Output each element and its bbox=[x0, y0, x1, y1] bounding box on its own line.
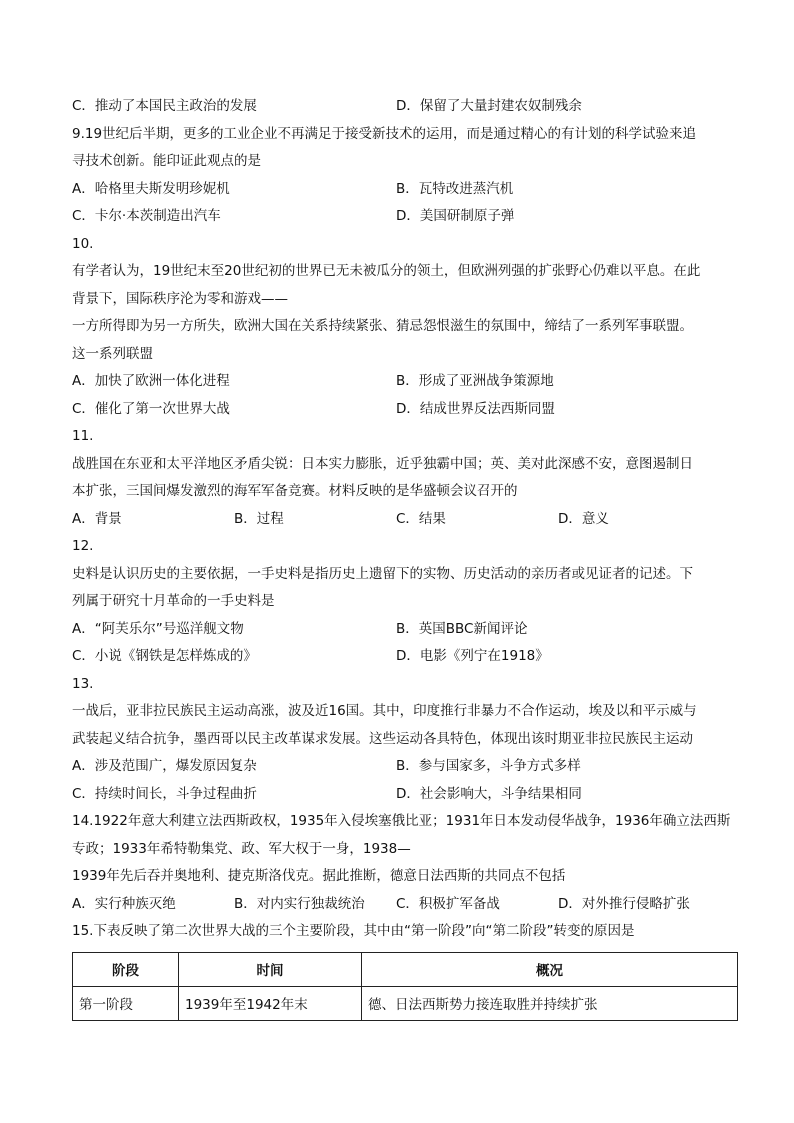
q15-stem: 15.下表反映了第二次世界大战的三个主要阶段，其中由“第一阶段”向“第二阶段”转变的原因是 bbox=[72, 923, 635, 939]
table-header-stage: 阶段 bbox=[73, 952, 179, 986]
q9-stem-line-1: 9.19世纪后半期，更多的工业企业不再满足于接受新技术的运用，而是通过精心的有计划的科学试验来追 bbox=[72, 125, 697, 142]
q9-option-c: C．卡尔·本茨制造出汽车 bbox=[72, 208, 221, 224]
exam-page bbox=[72, 93, 740, 1021]
q14-options bbox=[72, 891, 740, 919]
q10-number: 10. bbox=[72, 235, 94, 252]
q9-option-b: B．瓦特改进蒸汽机 bbox=[396, 180, 514, 197]
q12-options-ab bbox=[72, 616, 740, 644]
q11-stem-line-1: 战胜国在东亚和太平洋地区矛盾尖锐：日本实力膨胀，近乎独霸中国；英、美对此深感不安，意图遏制日 bbox=[72, 455, 693, 472]
q15-table bbox=[72, 952, 738, 1021]
q9-options-ab bbox=[72, 176, 740, 204]
q8-option-c: C．推动了本国民主政治的发展 bbox=[72, 98, 257, 114]
table-cell-overview: 德、日法西斯势力接连取胜并持续扩张 bbox=[362, 986, 738, 1020]
q14-option-c: C．积极扩军备战 bbox=[396, 895, 500, 912]
q13-option-b: B．参与国家多，斗争方式多样 bbox=[396, 758, 581, 774]
q13-option-a: A．涉及范围广，爆发原因复杂 bbox=[72, 758, 257, 774]
q10-option-b: B．形成了亚洲战争策源地 bbox=[396, 373, 554, 389]
table-cell-time: 1939年至1942年末 bbox=[179, 986, 362, 1020]
q13-stem-line-1: 一战后，亚非拉民族民主运动高涨，波及近16国。其中，印度推行非暴力不合作运动，埃及以和平示威与 bbox=[72, 703, 697, 719]
q9-stem-line-2: 寻技术创新。能印证此观点的是 bbox=[72, 153, 261, 169]
table-row bbox=[73, 986, 738, 1020]
q11-option-c: C．结果 bbox=[396, 510, 446, 527]
q10-stem-line-3: 一方所得即为另一方所失，欧洲大国在关系持续紧张、猜忌怨恨滋生的氛围中，缔结了一系列军事联盟。 bbox=[72, 318, 693, 334]
q12-option-d: D．电影《列宁在1918》 bbox=[396, 648, 549, 664]
q11-option-b: B．过程 bbox=[234, 510, 284, 527]
q13-stem-line-2: 武装起义结合抗争，墨西哥以民主改革谋求发展。这些运动各具特色，体现出该时期亚非拉民族民主运动 bbox=[72, 730, 693, 747]
q10-options-cd bbox=[72, 396, 740, 424]
q14-stem-line-2: 专政；1933年希特勒集党、政、军大权于一身，1938— bbox=[72, 840, 411, 857]
q8-option-d: D．保留了大量封建农奴制残余 bbox=[396, 98, 582, 114]
q13-options-ab bbox=[72, 753, 740, 781]
table-header-time: 时间 bbox=[179, 952, 362, 986]
q10-option-a: A．加快了欧洲一体化进程 bbox=[72, 373, 230, 389]
q13-option-d: D．社会影响大，斗争结果相同 bbox=[396, 785, 582, 802]
table-header-overview: 概况 bbox=[362, 952, 738, 986]
q13-number: 13. bbox=[72, 675, 94, 692]
q11-option-a: A．背景 bbox=[72, 510, 122, 527]
table-cell-stage: 第一阶段 bbox=[73, 986, 179, 1020]
q10-stem-line-2: 背景下，国际秩序沦为零和游戏—— bbox=[72, 290, 288, 307]
q13-options-cd bbox=[72, 781, 740, 809]
q14-option-d: D．对外推行侵略扩张 bbox=[558, 895, 690, 912]
q12-number: 12. bbox=[72, 538, 94, 554]
q9-options-cd bbox=[72, 203, 740, 231]
q12-option-a: A．“阿芙乐尔”号巡洋舰文物 bbox=[72, 620, 244, 637]
q12-options-cd bbox=[72, 643, 740, 671]
q12-option-b: B．英国BBC新闻评论 bbox=[396, 620, 528, 637]
q11-stem-line-2: 本扩张，三国间爆发激烈的海军军备竞赛。材料反映的是华盛顿会议召开的 bbox=[72, 483, 518, 499]
q13-option-c: C．持续时间长，斗争过程曲折 bbox=[72, 785, 257, 802]
q9-option-d: D．美国研制原子弹 bbox=[396, 208, 515, 224]
q11-options bbox=[72, 506, 740, 534]
q12-stem-line-1: 史料是认识历史的主要依据，一手史料是指历史上遗留下的实物、历史活动的亲历者或见证者的记述。下 bbox=[72, 565, 693, 582]
q14-option-b: B．对内实行独裁统治 bbox=[234, 895, 365, 912]
q11-number: 11. bbox=[72, 428, 94, 444]
q10-stem-line-4: 这一系列联盟 bbox=[72, 345, 153, 362]
table-header-row bbox=[73, 952, 738, 986]
q10-options-ab bbox=[72, 368, 740, 396]
q10-option-d: D．结成世界反法西斯同盟 bbox=[396, 400, 555, 417]
q10-option-c: C．催化了第一次世界大战 bbox=[72, 400, 230, 417]
q12-option-c: C．小说《钢铁是怎样炼成的》 bbox=[72, 648, 257, 664]
q10-stem-line-1: 有学者认为，19世纪末至20世纪初的世界已无未被瓜分的领土，但欧洲列强的扩张野心仍难以平息。在此 bbox=[72, 263, 701, 279]
q9-option-a: A．哈格里夫斯发明珍妮机 bbox=[72, 180, 230, 197]
q14-option-a: A．实行种族灭绝 bbox=[72, 895, 176, 912]
q14-stem-line-3: 1939年先后吞并奥地利、捷克斯洛伐克。据此推断，德意日法西斯的共同点不包括 bbox=[72, 868, 566, 884]
q14-stem-line-1: 14.1922年意大利建立法西斯政权，1935年入侵埃塞俄比亚；1931年日本发动侵华战争，1936年确立法西斯 bbox=[72, 813, 731, 829]
q8-options-cd bbox=[72, 93, 740, 121]
q11-option-d: D．意义 bbox=[558, 510, 609, 527]
q12-stem-line-2: 列属于研究十月革命的一手史料是 bbox=[72, 593, 275, 609]
